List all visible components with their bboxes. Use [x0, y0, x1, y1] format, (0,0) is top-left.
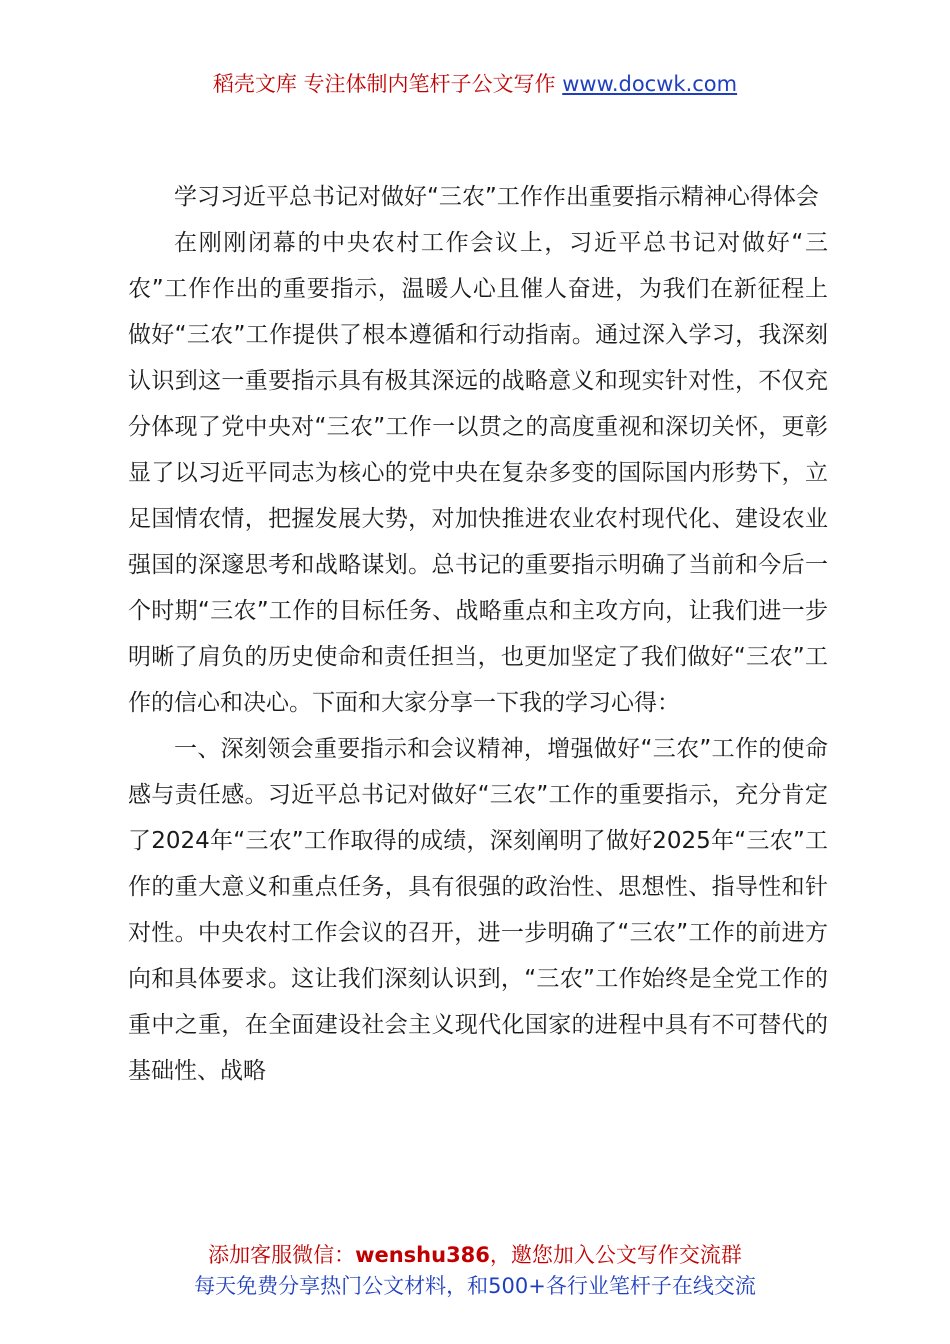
footer-wechat-prefix: 添加客服微信： [208, 1243, 356, 1267]
header-website-link[interactable]: www.docwk.com [562, 72, 738, 96]
footer-line-wechat [0, 1240, 950, 1271]
footer-wechat-suffix: ，邀您加入公文写作交流群 [489, 1243, 742, 1267]
document-body [128, 174, 828, 1094]
header-text: 稻壳文库 专注体制内笔杆子公文写作 [212, 72, 563, 96]
footer-wechat-id: wenshu386 [355, 1243, 490, 1267]
page-footer [0, 1240, 950, 1302]
footer-line-share: 每天免费分享热门公文材料，和500+各行业笔杆子在线交流 [194, 1274, 756, 1298]
paragraph-intro: 在刚刚闭幕的中央农村工作会议上，习近平总书记对做好“三农”工作作出的重要指示，温暖人心且催人奋进，为我们在新征程上做好“三农”工作提供了根本遵循和行动指南。通过深入学习，我深刻认识到这一重要指示具有极其深远的战略意义和现实针对性，不仅充分体现了党中央对“三农”工作一以贯之的高度重视和深切关怀，更彰显了以习近平同志为核心的党中央在复杂多变的国际国内形势下，立足国情农情，把握发展大势，对加快推进农业农村现代化、建设农业强国的深邃思考和战略谋划。总书记的重要指示明确了当前和今后一个时期“三农”工作的目标任务、战略重点和主攻方向，让我们进一步明晰了肩负的历史使命和责任担当，也更加坚定了我们做好“三农”工作的信心和决心。下面和大家分享一下我的学习心得： [128, 230, 828, 716]
page-header [0, 70, 950, 98]
paragraph-section-one: 一、深刻领会重要指示和会议精神，增强做好“三农”工作的使命感与责任感。习近平总书记对做好“三农”工作的重要指示，充分肯定了2024年“三农”工作取得的成绩，深刻阐明了做好2025年“三农”工作的重大意义和重点任务，具有很强的政治性、思想性、指导性和针对性。中央农村工作会议的召开，进一步明确了“三农”工作的前进方向和具体要求。这让我们深刻认识到，“三农”工作始终是全党工作的重中之重，在全面建设社会主义现代化国家的进程中具有不可替代的基础性、战略 [128, 736, 828, 1084]
document-title: 学习习近平总书记对做好“三农”工作作出重要指示精神心得体会 [174, 184, 819, 210]
